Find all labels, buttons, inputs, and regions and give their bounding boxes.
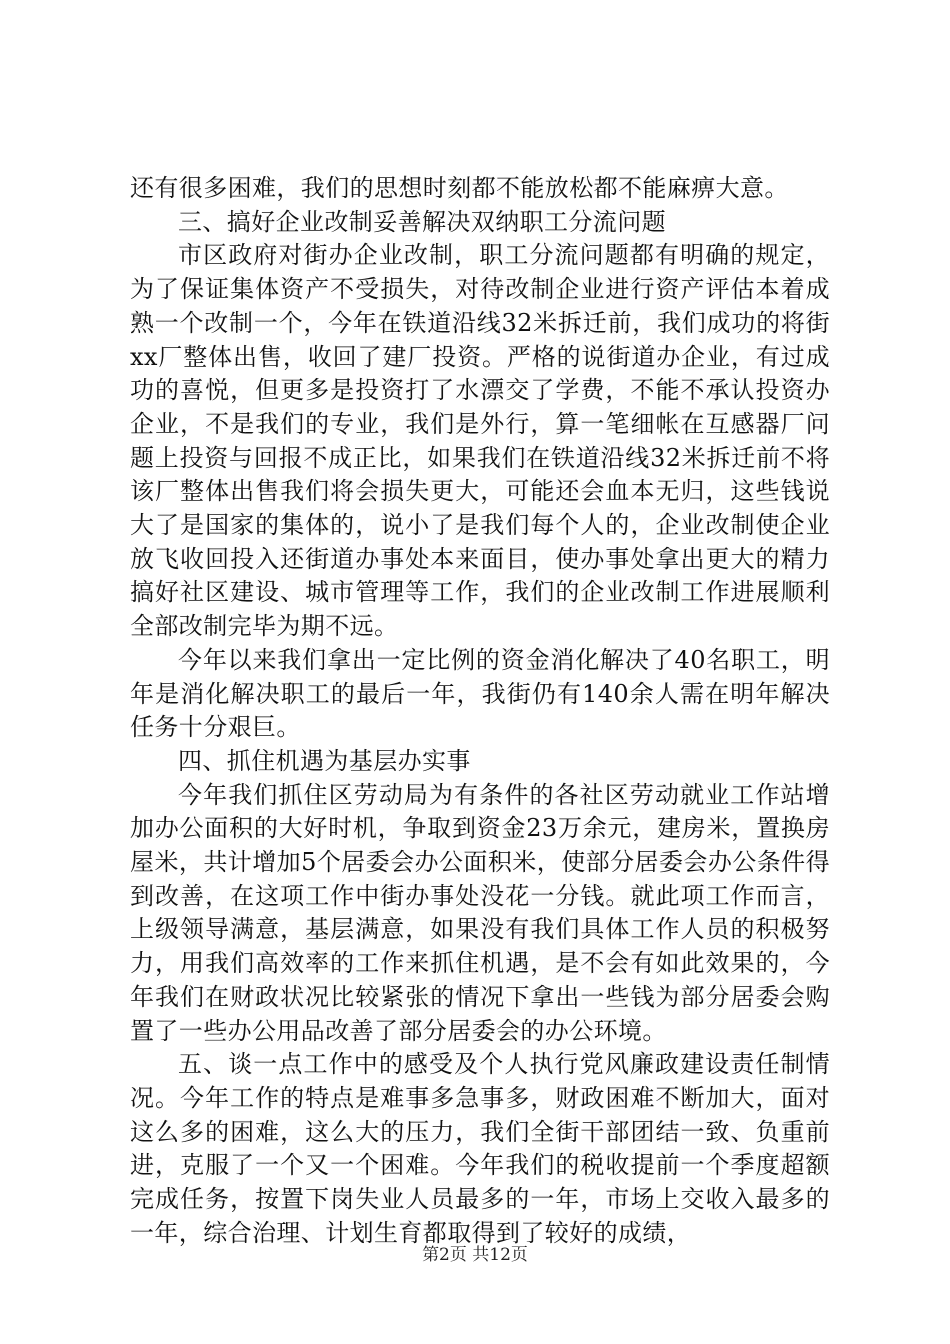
paragraph: 今年以来我们拿出一定比例的资金消化解决了40名职工，明年是消化解决职工的最后一年，我街仍有140余人需在明年解决任务十分艰巨。 (130, 645, 830, 742)
page-number-footer: 第2页 共12页 (422, 1245, 528, 1265)
paragraph: 市区政府对街办企业改制，职工分流问题都有明确的规定，为了保证集体资产不受损失，对待改制企业进行资产评估本着成熟一个改制一个，今年在铁道沿线32米拆迁前，我们成功的将街xx厂整体出售，收回了建厂投资。严格的说街道办企业，有过成功的喜悦，但更多是投资打了水漂交了学费，不能不承认投资办企业，不是我们的专业，我们是外行，算一笔细帐在互感器厂问题上投资与回报不成正比，如果我们在铁道沿线32米拆迁前不将该厂整体出售我们将会损失更大，可能还会血本无归，这些钱说大了是国家的集体的，说小了是我们每个人的，企业改制使企业放飞收回投入还街道办事处本来面目，使办事处拿出更大的精力搞好社区建设、城市管理等工作，我们的企业改制工作进展顺利全部改制完毕为期不远。 (130, 241, 830, 641)
document-body (130, 172, 830, 1251)
paragraph: 五、谈一点工作中的感受及个人执行党风廉政建设责任制情况。今年工作的特点是难事多急事多，财政困难不断加大，面对这么多的困难，这么大的压力，我们全街干部团结一致、负重前进，克服了一个又一个困难。今年我们的税收提前一个季度超额完成任务，按置下岗失业人员最多的一年，市场上交收入最多的一年，综合治理、计划生育都取得到了较好的成绩， (130, 1050, 830, 1247)
section-heading: 四、抓住机遇为基层办实事 (178, 746, 471, 775)
paragraph: 还有很多困难，我们的思想时刻都不能放松都不能麻痹大意。 (130, 174, 789, 202)
paragraph: 今年我们抓住区劳动局为有条件的各社区劳动就业工作站增加办公面积的大好时机，争取到资金23万余元，建房米，置换房屋米，共计增加5个居委会办公面积米，使部分居委会办公条件得到改善，在这项工作中街办事处没花一分钱。就此项工作而言，上级领导满意，基层满意，如果没有我们具体工作人员的积极努力，用我们高效率的工作来抓住机遇，是不会有如此效果的，今年我们在财政状况比较紧张的情况下拿出一些钱为部分居委会购置了一些办公用品改善了部分居委会的办公环境。 (130, 780, 830, 1045)
section-heading: 三、搞好企业改制妥善解决双纳职工分流问题 (178, 207, 666, 236)
